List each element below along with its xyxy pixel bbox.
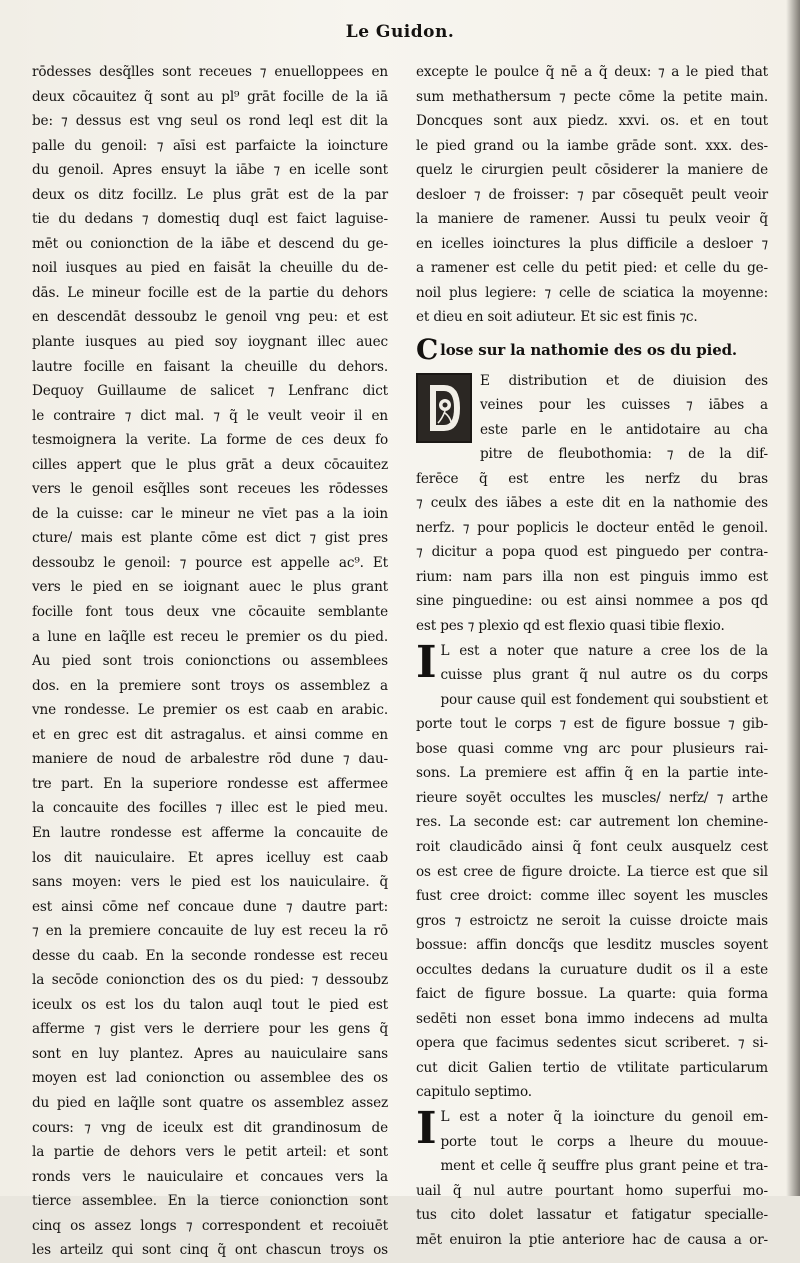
- text-line: L est a noter q̃ la ioincture du genoil em-: [440, 1108, 768, 1125]
- text-line: lautre focille en faisant la cheuille du dehors.: [32, 358, 388, 375]
- text-line: et dieu en soit adiuteur. Et sic est finis ⁊c.: [416, 309, 698, 326]
- paragraph-2-initial: I: [416, 636, 437, 688]
- text-line: excepte le poulce q̃ nē a q̃ deux: ⁊ a le pied that: [416, 64, 768, 80]
- text-line: la secōde conionction des os du pied: ⁊ dessoubz: [32, 972, 388, 989]
- text-line: sedēti non esset bona immo indecens ad multa: [416, 1010, 768, 1027]
- running-title: Le Guidon.: [345, 22, 455, 42]
- right-column: [416, 60, 768, 1252]
- paragraph-3-text: [416, 1102, 768, 1252]
- text-line: deux os ditz focillz. Le plus grāt est de la par: [32, 186, 388, 203]
- text-line: est ainsi cōme nef concaue dune ⁊ dautre part:: [32, 898, 388, 915]
- text-line: a lune en laq̃lle est receu le premier os du pied.: [32, 628, 388, 645]
- text-line: ronds vers le nauiculaire et concaues vers la: [32, 1168, 388, 1185]
- text-line: est pes ⁊ plexio qd est flexio quasi tibie flexio.: [416, 618, 725, 635]
- text-line: tierce assemblee. En la tierce conionction sont: [32, 1193, 388, 1210]
- text-line: dās. Le mineur focille est de la partie du dehors: [32, 284, 388, 301]
- text-line: maniere de noud de arbalestre rōd dune ⁊ dau-: [32, 751, 388, 768]
- text-line: quelz le cirurgien peult cōsiderer la maniere de: [416, 162, 768, 179]
- text-line: porte tout le corps a lheure du mouue-: [440, 1133, 768, 1150]
- text-line: noil plus legiere: ⁊ celle de sciatica la moyenne:: [416, 284, 768, 301]
- text-line: dessoubz le genoil: ⁊ pource est appelle ac⁹. Et: [32, 554, 388, 571]
- text-line: res. La seconde est: car autrement lon chemine-: [416, 814, 768, 831]
- text-line: ⁊ dicitur a popa quod est pinguedo per contra-: [416, 544, 768, 561]
- text-line: bose quasi comme vng arc pour plusieurs rai-: [416, 740, 768, 757]
- text-line: a ramener est celle du petit pied: et celle du ge-: [416, 260, 768, 277]
- text-line: mēt ou conionction de la iābe et descend du ge-: [32, 235, 388, 252]
- text-line: le pied grand ou la iambe grāde sont. xxx. des-: [416, 137, 768, 154]
- text-line: ment et celle q̃ seuffre plus grant peine et tra-: [440, 1158, 768, 1175]
- text-line: Doncques sont aux piedz. xxvi. os. et en tout: [416, 113, 768, 130]
- text-line: roit claudicādo ainsi q̃ font ceulx ausquelz cest: [416, 838, 768, 855]
- text-line: los dit nauiculaire. Et apres icelluy est caab: [32, 849, 388, 866]
- text-line: focille font tous deux vne cōcauite semblante: [32, 604, 388, 621]
- text-line: pitre de fleubothomia: ⁊ de la dif-: [480, 446, 768, 463]
- text-line: deux cōcauitez q̃ sont au pl⁹ grāt focille de la iā: [32, 88, 388, 105]
- paragraph-3-initial: I: [416, 1102, 437, 1154]
- text-line: afferme ⁊ gist vers le derriere pour les gens q̃: [32, 1021, 388, 1038]
- text-line: rium: nam pars illa non est pinguis immo est: [416, 568, 768, 585]
- text-line: la maniere de ramener. Aussi tu peulx veoir q̃: [416, 211, 768, 228]
- left-column: [32, 60, 388, 1263]
- text-line: cture/ mais est plante cōme est dict ⁊ gist pres: [32, 530, 388, 547]
- paragraph-2: [416, 636, 768, 1105]
- text-line: cinq os assez longs ⁊ correspondent et recoiuēt: [32, 1217, 388, 1234]
- text-line: be: ⁊ dessus est vng seul os rond leql est dit la: [32, 113, 388, 130]
- page-shadow-edge: [786, 0, 800, 1196]
- text-line: ferēce q̃ est entre les nerfz du bras: [416, 470, 768, 487]
- text-line: veines pour les cuisses ⁊ iābes a: [480, 397, 768, 414]
- text-line: ⁊ en la premiere concauite de luy est receu la rō: [32, 923, 388, 940]
- text-line: sans moyen: vers le pied est los nauiculaire. q̃: [32, 874, 388, 891]
- text-line: tre part. En la superiore rondesse est affermee: [32, 775, 388, 792]
- text-line: la concauite des focilles ⁊ illec est le pied meu.: [32, 800, 388, 817]
- text-line: faict de figure bossue. La quarte: quia forma: [416, 986, 768, 1003]
- text-line: iceulx os est los du talon auql tout le pied est: [32, 996, 388, 1013]
- text-line: vers le pied en se ioignant auec le plus grant: [32, 579, 388, 596]
- paragraph-1: [416, 369, 768, 639]
- text-line: le contraire ⁊ dict mal. ⁊ q̃ le veult veoir il en: [32, 407, 388, 424]
- text-line: fust cree droict: comme illec soyent les muscles: [416, 888, 768, 905]
- text-line: rōdesses desq̃lles sont receues ⁊ enuelloppees en: [32, 64, 388, 80]
- paragraph-2-text: [416, 636, 768, 1105]
- text-line: vne rondesse. Le premier os est caab en arabic.: [32, 702, 388, 719]
- text-line: En lautre rondesse est afferme la concauite de: [32, 824, 388, 841]
- decorated-initial-d: [416, 373, 472, 443]
- text-line: du genoil. Apres ensuyt la iābe ⁊ en icelle sont: [32, 162, 388, 179]
- text-line: dos. en la premiere sont troys os assemblez a: [32, 677, 388, 694]
- section-heading-text: lose sur la nathomie des os du pied.: [440, 341, 737, 360]
- text-line: porte tout le corps ⁊ est de figure bossue ⁊ gib-: [416, 716, 768, 733]
- text-line: capitulo septimo.: [416, 1084, 532, 1101]
- paragraph-3: [416, 1102, 768, 1252]
- text-line: cours: ⁊ vng de iceulx est dit grandinosum de: [32, 1119, 388, 1136]
- text-line: du pied en laq̃lle sont quatre os assemblez assez: [32, 1094, 388, 1111]
- text-line: de la cuisse: car le mineur ne vīet pas a la ioin: [32, 505, 388, 522]
- text-line: sum methathersum ⁊ pecte cōme la petite main.: [416, 88, 768, 105]
- text-line: tie du dedans ⁊ domestiq duql est faict laguise-: [32, 211, 388, 228]
- text-line: rieure soyēt occultes les muscles/ nerfz/ ⁊ arthe: [416, 789, 768, 806]
- text-line: este parle en le antidotaire au cha: [480, 421, 768, 438]
- text-line: Au pied sont trois conionctions ou assemblees: [32, 653, 388, 670]
- text-line: pour cause quil est fondement qui soubstient et: [440, 691, 768, 708]
- text-line: Dequoy Guillaume de salicet ⁊ Lenfranc dict: [32, 383, 388, 400]
- text-line: cut dicit Galien tertio de vtilitate particularum: [416, 1059, 768, 1076]
- text-line: uail q̃ nul autre pourtant homo superfui mo-: [416, 1182, 768, 1199]
- text-line: tus cito dolet lassatur et fatigatur specialle-: [416, 1207, 768, 1224]
- text-line: opera que facimus sedentes sicut scriberet. ⁊ si-: [416, 1035, 768, 1052]
- text-line: la partie de dehors vers le petit arteil: et sont: [32, 1144, 388, 1161]
- text-line: en icelles ioinctures la plus difficile a desloer ⁊: [416, 235, 768, 252]
- text-line: palle du genoil: ⁊ aīsi est parfaicte la ioincture: [32, 137, 388, 154]
- text-line: sont en luy plantez. Apres au nauiculaire sans: [32, 1045, 388, 1062]
- text-line: desse du caab. En la seconde rondesse est receu: [32, 947, 388, 964]
- text-line: vers le genoil esq̃lles sont receues les rōdesses: [32, 481, 388, 498]
- text-line: os est cree de figure droicte. La tierce est que sil: [416, 863, 768, 880]
- text-line: tesmoignera la verite. La forme de ces deux fo: [32, 432, 388, 449]
- text-line: cilles appert que le plus grāt a deux cōcauitez: [32, 456, 388, 473]
- text-line: bossue: affin doncq̃s que lesditz muscles soyent: [416, 937, 768, 954]
- text-line: en descendāt dessoubz le genoil vng peu: et est: [32, 309, 388, 326]
- section-heading: [416, 333, 768, 367]
- right-column-top-text: [416, 60, 768, 330]
- text-line: mēt enuiron la ptie anteriore hac de causa a or-: [416, 1231, 768, 1248]
- text-line: sine pinguedine: ou est ainsi nommee a pos qd: [416, 593, 768, 610]
- text-line: les arteilz qui sont cinq q̃ ont chascun troys os: [32, 1242, 388, 1259]
- text-line: L est a noter que nature a cree los de la: [440, 642, 768, 659]
- heading-initial: C: [416, 333, 439, 367]
- text-line: gros ⁊ estroictz ne seroit la cuisse droicte mais: [416, 912, 768, 929]
- text-line: sons. La premiere est affin q̃ en la partie inte-: [416, 765, 768, 782]
- text-line: occultes dedans la curuature dudit os il a este: [416, 961, 768, 978]
- text-line: ⁊ ceulx des iābes a este dit en la nathomie des: [416, 495, 768, 512]
- text-line: desloer ⁊ de froisser: ⁊ par cōsequēt peult veoir: [416, 186, 768, 203]
- text-line: noil iusques au pied en faisāt la cheuille du de-: [32, 260, 388, 277]
- text-line: moyen est lad conionction ou assemblee des os: [32, 1070, 388, 1087]
- text-line: plante iusques au pied soy ioygnant illec auec: [32, 334, 388, 351]
- text-line: et en grec est dit astragalus. et ainsi comme en: [32, 726, 388, 743]
- text-line: nerfz. ⁊ pour poplicis le docteur entēd le genoil.: [416, 519, 768, 536]
- text-line: cuisse plus grant q̃ nul autre os du corps: [440, 667, 768, 684]
- text-line: E distribution et de diuision des: [480, 372, 768, 389]
